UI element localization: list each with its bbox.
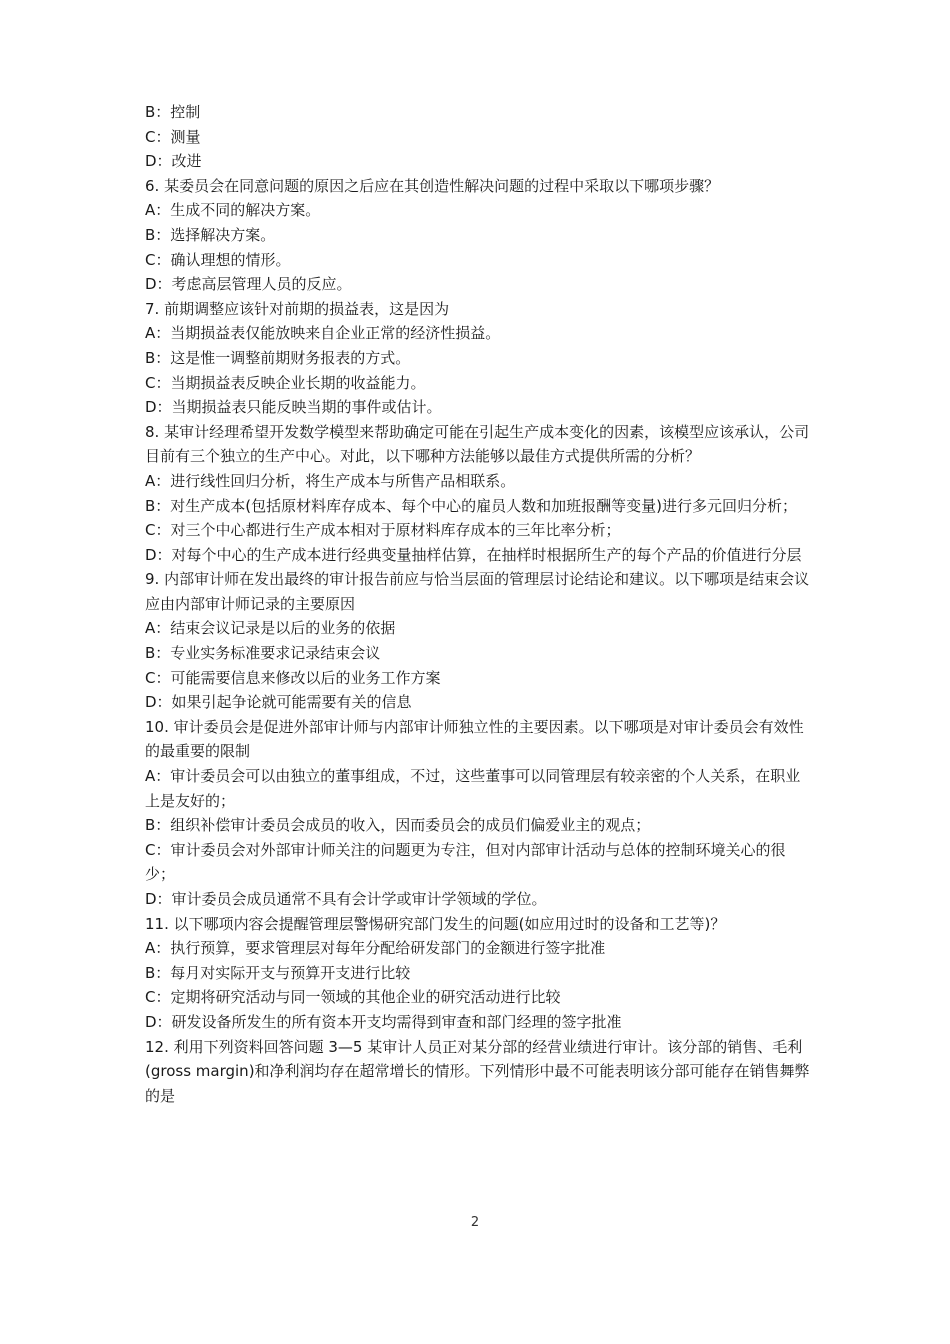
question-text: 8. 某审计经理希望开发数学模型来帮助确定可能在引起生产成本变化的因素，该模型应该承认，公司目前有三个独立的生产中心。对此，以下哪种方法能够以最佳方式提供所需的分析？ (145, 422, 810, 466)
answer-option: B：对生产成本(包括原材料库存成本、每个中心的雇员人数和加班报酬等变量)进行多元回归分析； (145, 496, 797, 515)
question-text: 7. 前期调整应该针对前期的损益表，这是因为 (145, 299, 450, 318)
answer-option: A：当期损益表仅能放映来自企业正常的经济性损益。 (145, 324, 501, 343)
answer-option: D：审计委员会成员通常不具有会计学或审计学领域的学位。 (145, 890, 547, 908)
question-text: 9. 内部审计师在发出最终的审计报告前应与恰当层面的管理层讨论结论和建议。以下哪项是结束会议应由内部审计师记录的主要原因 (145, 570, 810, 613)
answer-option: D：考虑高层管理人员的反应。 (145, 275, 352, 294)
answer-option: A：审计委员会可以由独立的董事组成，不过，这些董事可以同管理层有较亲密的个人关系，在职业上是友好的； (145, 767, 801, 810)
answer-option: B：专业实务标准要求记录结束会议 (145, 644, 381, 663)
answer-option: A：进行线性回归分析，将生产成本与所售产品相联系。 (145, 471, 516, 490)
answer-option: C：对三个中心都进行生产成本相对于原材料库存成本的三年比率分析； (145, 521, 621, 540)
answer-option: C：确认理想的情形。 (145, 250, 291, 269)
answer-option: C：可能需要信息来修改以后的业务工作方案 (145, 668, 441, 687)
answer-option: A：生成不同的解决方案。 (145, 201, 321, 220)
answer-option: B：选择解决方案。 (145, 225, 276, 244)
answer-option: D：改进 (145, 152, 202, 171)
question-text: 6. 某委员会在同意问题的原因之后应在其创造性解决问题的过程中采取以下哪项步骤？ (145, 176, 720, 195)
answer-option: C：定期将研究活动与同一领域的其他企业的研究活动进行比较 (145, 988, 561, 1007)
question-text: 12. 利用下列资料回答问题 3—5 某审计人员正对某分部的经营业绩进行审计。该分部的销售、毛利(gross margin)和净利润均存在超常增长的情形。下列情形中最不可能表明该分部可能存在销售舞弊的是 (145, 1037, 810, 1105)
answer-option: D：当期损益表只能反映当期的事件或估计。 (145, 398, 442, 417)
answer-option: A：执行预算，要求管理层对每年分配给研发部门的金额进行签字批准 (145, 939, 606, 958)
answer-option: B：这是惟一调整前期财务报表的方式。 (145, 348, 411, 367)
answer-option: C：测量 (145, 127, 201, 146)
answer-option: C：当期损益表反映企业长期的收益能力。 (145, 373, 426, 392)
question-text: 10. 审计委员会是促进外部审计师与内部审计师独立性的主要因素。以下哪项是对审计委员会有效性的最重要的限制 (145, 717, 804, 761)
answer-option: D：如果引起争论就可能需要有关的信息 (145, 693, 412, 712)
question-text: 11. 以下哪项内容会提醒管理层警惕研究部门发生的问题(如应用过时的设备和工艺等)？ (145, 914, 726, 933)
answer-option: D：对每个中心的生产成本进行经典变量抽样估算，在抽样时根据所生产的每个产品的价值进行分层 (145, 545, 802, 564)
answer-option: B：控制 (145, 103, 201, 121)
answer-option: B：组织补偿审计委员会成员的收入，因而委员会的成员们偏爱业主的观点； (145, 816, 651, 835)
answer-option: A：结束会议记录是以后的业务的依据 (145, 619, 396, 638)
page-number: 2 (470, 1215, 480, 1230)
document-body (145, 100, 815, 1108)
answer-option: C：审计委员会对外部审计师关注的问题更为专注，但对内部审计活动与总体的控制环境关心的很少； (145, 840, 786, 884)
answer-option: B：每月对实际开支与预算开支进行比较 (145, 963, 411, 982)
answer-option: D：研发设备所发生的所有资本开支均需得到审查和部门经理的签字批准 (145, 1012, 622, 1031)
